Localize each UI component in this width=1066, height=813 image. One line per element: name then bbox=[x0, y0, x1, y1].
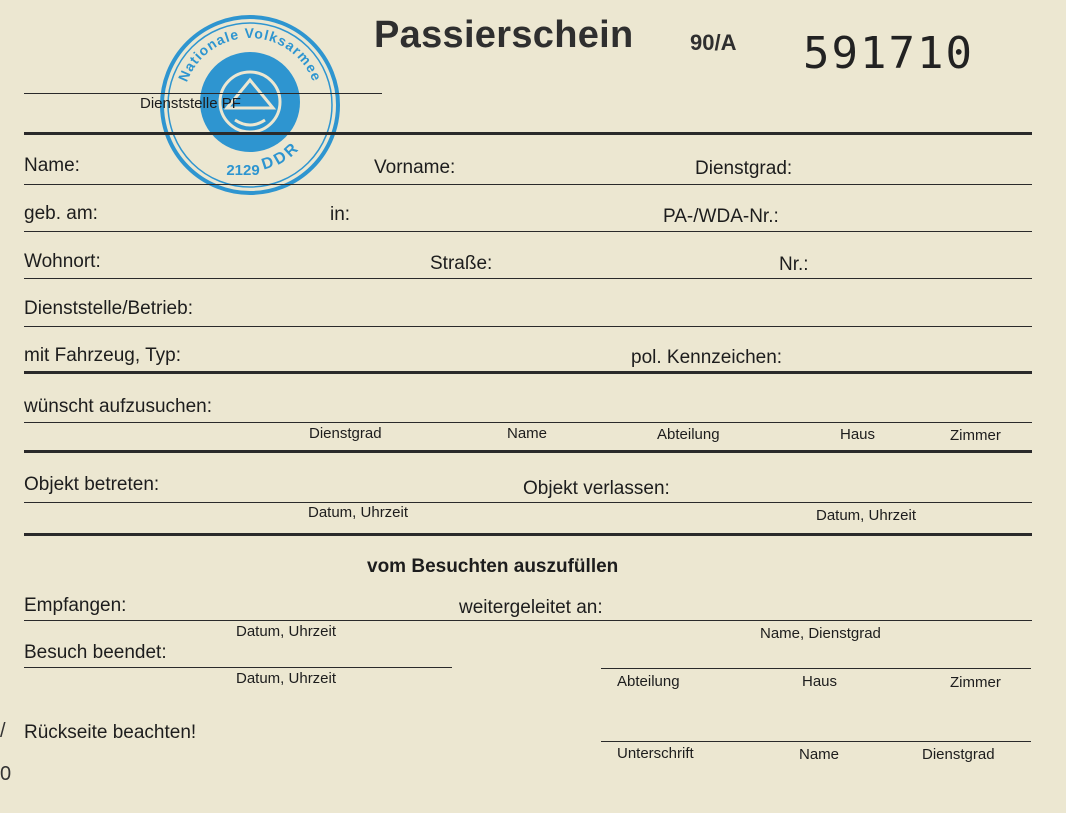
aufzusuchen-label: wünscht aufzusuchen: bbox=[24, 396, 213, 417]
rule-top bbox=[24, 132, 1032, 135]
unterschrift-line[interactable] bbox=[601, 741, 1031, 742]
empfangen-row-line[interactable] bbox=[24, 620, 1032, 621]
geburtsort-label: in: bbox=[330, 204, 351, 225]
geb-am-label: geb. am: bbox=[24, 203, 98, 224]
stamp-bottom-text: DDR bbox=[259, 138, 304, 174]
fahrzeug-row-line[interactable] bbox=[24, 371, 1032, 374]
entry-row-line[interactable] bbox=[24, 502, 1032, 503]
name-dienstgrad-hint: Name, Dienstgrad bbox=[760, 625, 881, 642]
col-dienstgrad: Dienstgrad bbox=[309, 425, 382, 442]
col-abteilung: Abteilung bbox=[657, 426, 720, 443]
wohnort-row-line[interactable] bbox=[24, 278, 1032, 279]
abteilung-line[interactable] bbox=[601, 668, 1031, 669]
rueckseite-note: Rückseite beachten! bbox=[24, 722, 197, 743]
footer-name-hint: Name bbox=[799, 746, 840, 763]
empfangen-label: Empfangen: bbox=[24, 595, 127, 616]
betreten-label: Objekt betreten: bbox=[24, 474, 160, 495]
name-row-line[interactable] bbox=[24, 184, 1032, 185]
abteilung-hint: Abteilung bbox=[617, 673, 680, 690]
margin-mark-slash: / bbox=[0, 720, 6, 742]
haus-hint: Haus bbox=[802, 673, 838, 690]
pa-wda-label: PA-/WDA-Nr.: bbox=[663, 206, 779, 227]
wohnort-label: Wohnort: bbox=[24, 251, 101, 272]
geb-row-line[interactable] bbox=[24, 231, 1032, 232]
visited-section-heading: vom Besuchten auszufüllen bbox=[367, 556, 619, 577]
betreten-datum-hint: Datum, Uhrzeit bbox=[308, 504, 409, 521]
dienststelle-betrieb-label: Dienststelle/Betrieb: bbox=[24, 298, 193, 319]
kennzeichen-label: pol. Kennzeichen: bbox=[631, 347, 783, 368]
footer-dienstgrad-hint: Dienstgrad bbox=[922, 746, 995, 763]
beendet-datum-hint: Datum, Uhrzeit bbox=[236, 670, 337, 687]
besuch-beendet-label: Besuch beendet: bbox=[24, 642, 167, 663]
form-number: 90/A bbox=[690, 30, 737, 55]
dienstgrad-label: Dienstgrad: bbox=[695, 158, 793, 179]
name-label: Name: bbox=[24, 155, 80, 176]
col-zimmer: Zimmer bbox=[950, 427, 1001, 444]
aufzusuchen-line[interactable] bbox=[24, 422, 1032, 423]
margin-mark-zero: 0 bbox=[0, 763, 12, 785]
vorname-label: Vorname: bbox=[374, 157, 456, 178]
dienststelle-row-line[interactable] bbox=[24, 326, 1032, 327]
besuch-beendet-line[interactable] bbox=[24, 667, 452, 668]
stamp-number: 2129 bbox=[226, 162, 260, 179]
weitergeleitet-label: weitergeleitet an: bbox=[459, 597, 603, 618]
entry-rule bbox=[24, 533, 1032, 536]
zimmer-hint: Zimmer bbox=[950, 674, 1001, 691]
verlassen-datum-hint: Datum, Uhrzeit bbox=[816, 507, 917, 524]
verlassen-label: Objekt verlassen: bbox=[523, 478, 670, 499]
visit-rule bbox=[24, 450, 1032, 453]
stamp-top-text: Nationale Volksarmee bbox=[174, 24, 326, 84]
empfangen-datum-hint: Datum, Uhrzeit bbox=[236, 623, 337, 640]
col-name: Name bbox=[507, 425, 548, 442]
hausnummer-label: Nr.: bbox=[779, 254, 809, 275]
fahrzeug-label: mit Fahrzeug, Typ: bbox=[24, 345, 181, 366]
dienststelle-line bbox=[24, 93, 382, 94]
unterschrift-hint: Unterschrift bbox=[617, 745, 694, 762]
strasse-label: Straße: bbox=[430, 253, 493, 274]
form-title: Passierschein bbox=[374, 14, 634, 56]
serial-number: 591710 bbox=[803, 28, 974, 79]
dienststelle-label: Dienststelle PF bbox=[140, 95, 241, 112]
col-haus: Haus bbox=[840, 426, 876, 443]
